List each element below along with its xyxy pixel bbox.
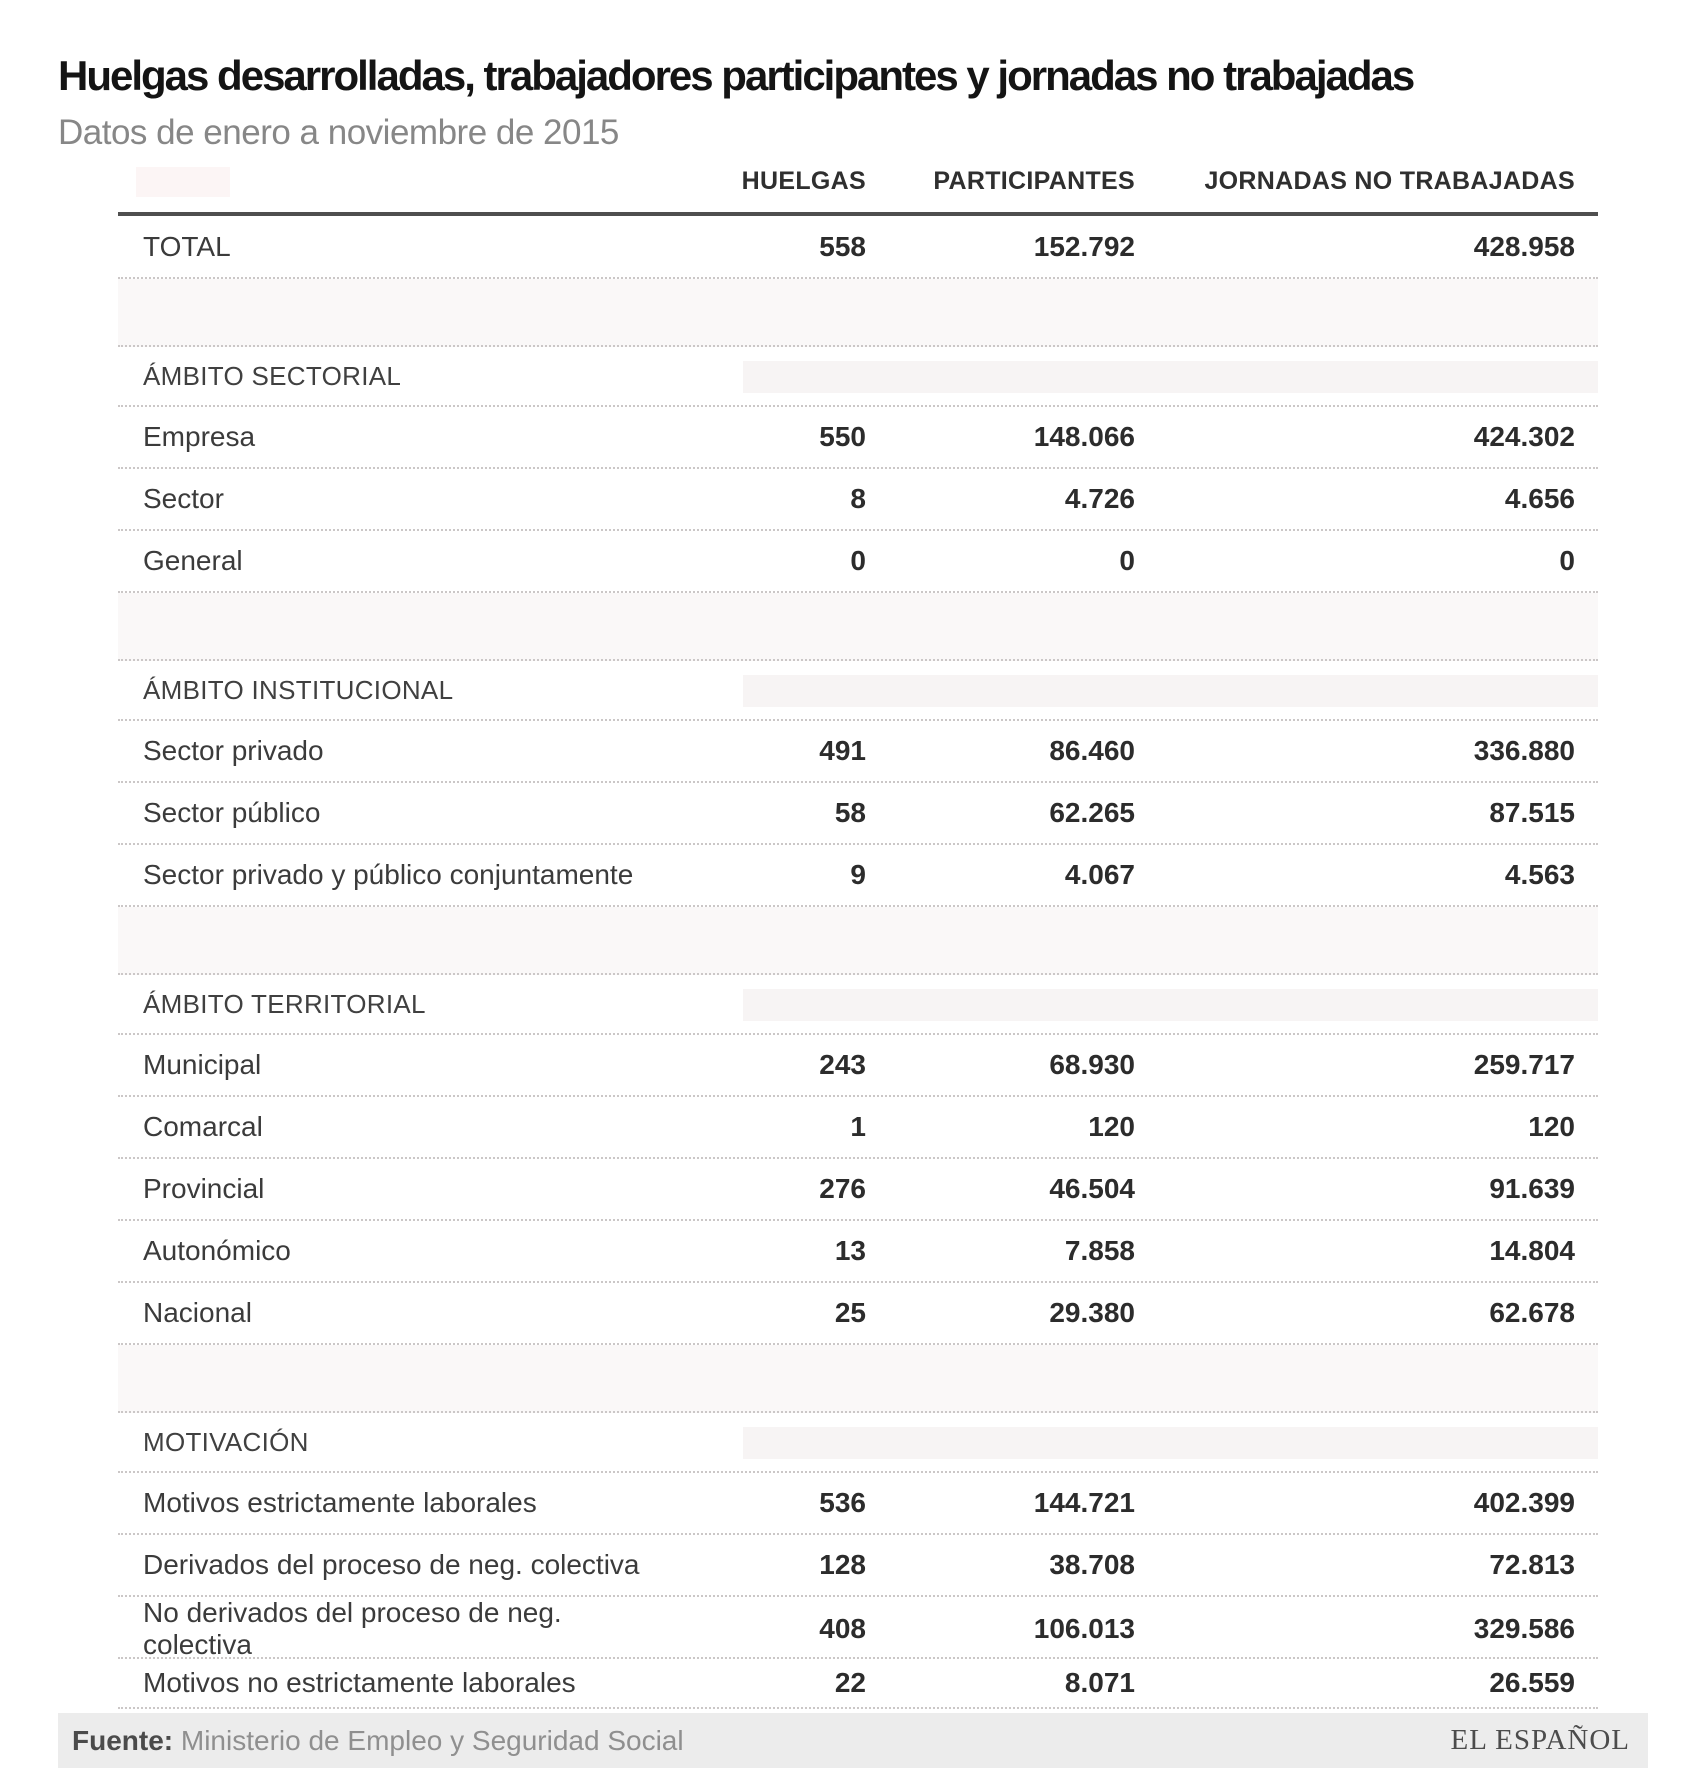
row-value: 22: [834, 1667, 866, 1698]
row-value: 120: [1088, 1111, 1135, 1142]
row-value: 8.071: [1064, 1667, 1135, 1698]
row-value: 87.515: [1489, 797, 1575, 828]
row-label: Motivos no estrictamente laborales: [143, 1667, 576, 1698]
row-value: 120: [1528, 1111, 1575, 1142]
row-value: 491: [819, 735, 866, 766]
table-row: [118, 531, 1598, 593]
row-value: 4.563: [1504, 859, 1575, 890]
table-row: [118, 1035, 1598, 1097]
row-value: 58: [834, 797, 866, 828]
row-value: 106.013: [1033, 1613, 1135, 1644]
row-value: 0: [1559, 545, 1575, 576]
section-row-highlight: [743, 1427, 1598, 1459]
row-value: 72.813: [1489, 1549, 1575, 1580]
row-value: 259.717: [1473, 1049, 1575, 1080]
row-value: 402.399: [1473, 1487, 1575, 1518]
section-row-highlight: [743, 989, 1598, 1021]
row-value: 243: [819, 1049, 866, 1080]
row-value: 38.708: [1049, 1549, 1135, 1580]
section-header-row: [118, 347, 1598, 407]
row-value: 25: [834, 1297, 866, 1328]
row-label: Empresa: [143, 421, 256, 452]
table-row: [118, 1597, 1598, 1659]
row-value: 46.504: [1049, 1173, 1135, 1204]
table-row: [118, 783, 1598, 845]
row-value: 558: [819, 230, 866, 262]
row-label: Sector privado: [143, 735, 324, 766]
header-ghost-artifact: [136, 167, 230, 197]
row-value: 329.586: [1473, 1613, 1575, 1644]
row-label: TOTAL: [143, 230, 231, 262]
row-value: 408: [819, 1613, 866, 1644]
table-row: [118, 1221, 1598, 1283]
row-value: 26.559: [1489, 1667, 1575, 1698]
row-value: 62.678: [1489, 1297, 1575, 1328]
row-label: Sector público: [143, 797, 321, 828]
row-label: Nacional: [143, 1297, 252, 1328]
row-value: 0: [1119, 545, 1135, 576]
brand-logo: EL ESPAÑOL: [1450, 1724, 1630, 1756]
table-row: [118, 1097, 1598, 1159]
column-header-jornadas: JORNADAS NO TRABAJADAS: [1204, 166, 1575, 195]
table-row: [118, 1159, 1598, 1221]
row-value: 4.067: [1064, 859, 1135, 890]
row-label: Derivados del proceso de neg. colectiva: [143, 1549, 640, 1580]
spacer-row: [118, 593, 1598, 661]
section-row-highlight: [743, 675, 1598, 707]
section-label: MOTIVACIÓN: [143, 1426, 309, 1457]
section-header-row: [118, 1413, 1598, 1473]
row-value: 86.460: [1049, 735, 1135, 766]
table-header-row: [118, 150, 1598, 216]
row-value: 13: [834, 1235, 866, 1266]
table-row-total: [118, 216, 1598, 279]
row-value: 424.302: [1473, 421, 1575, 452]
source-value: Ministerio de Empleo y Seguridad Social: [173, 1724, 684, 1756]
row-value: 0: [850, 545, 866, 576]
row-value: 9: [850, 859, 866, 890]
row-value: 336.880: [1473, 735, 1575, 766]
page-title: Huelgas desarrolladas, trabajadores participantes y jornadas no trabajadas: [58, 52, 1414, 100]
row-label: Sector privado y público conjuntamente: [143, 859, 634, 890]
row-label: General: [143, 545, 243, 576]
source-note: [72, 1725, 684, 1757]
row-value: 152.792: [1033, 230, 1135, 262]
row-value: 148.066: [1033, 421, 1135, 452]
page-subtitle: Datos de enero a noviembre de 2015: [58, 113, 619, 153]
section-label: ÁMBITO TERRITORIAL: [143, 988, 426, 1019]
table-row: [118, 845, 1598, 907]
row-label: Comarcal: [143, 1111, 263, 1142]
table-row: [118, 721, 1598, 783]
row-value: 7.858: [1064, 1235, 1135, 1266]
row-value: 144.721: [1033, 1487, 1135, 1518]
spacer-row: [118, 1345, 1598, 1413]
row-label: Provincial: [143, 1173, 265, 1204]
row-value: 1: [850, 1111, 866, 1142]
row-label: No derivados del proceso de neg. colectiva: [143, 1597, 562, 1660]
row-value: 91.639: [1489, 1173, 1575, 1204]
section-label: ÁMBITO INSTITUCIONAL: [143, 674, 454, 705]
column-header-huelgas: HUELGAS: [741, 166, 866, 195]
row-label: Sector: [143, 483, 224, 514]
table-body: [118, 216, 1598, 1709]
row-value: 29.380: [1049, 1297, 1135, 1328]
row-label: Motivos estrictamente laborales: [143, 1487, 537, 1518]
row-label: Autonómico: [143, 1235, 291, 1266]
row-value: 276: [819, 1173, 866, 1204]
row-value: 62.265: [1049, 797, 1135, 828]
section-row-highlight: [743, 361, 1598, 393]
source-label: Fuente:: [72, 1724, 174, 1756]
section-header-row: [118, 975, 1598, 1035]
row-value: 536: [819, 1487, 866, 1518]
row-value: 14.804: [1489, 1235, 1575, 1266]
table-row: [118, 1473, 1598, 1535]
table-row: [118, 407, 1598, 469]
table-row: [118, 469, 1598, 531]
row-value: 550: [819, 421, 866, 452]
section-label: ÁMBITO SECTORIAL: [143, 360, 402, 391]
row-value: 428.958: [1473, 230, 1575, 262]
data-table: [118, 150, 1598, 1709]
spacer-row: [118, 279, 1598, 347]
row-value: 4.656: [1504, 483, 1575, 514]
footer-bar: [58, 1713, 1648, 1768]
column-header-participantes: PARTICIPANTES: [933, 166, 1135, 195]
row-value: 68.930: [1049, 1049, 1135, 1080]
section-header-row: [118, 661, 1598, 721]
table-row: [118, 1283, 1598, 1345]
row-value: 8: [850, 483, 866, 514]
row-value: 4.726: [1064, 483, 1135, 514]
row-value: 128: [819, 1549, 866, 1580]
row-label: Municipal: [143, 1049, 262, 1080]
table-row: [118, 1659, 1598, 1709]
table-row: [118, 1535, 1598, 1597]
spacer-row: [118, 907, 1598, 975]
